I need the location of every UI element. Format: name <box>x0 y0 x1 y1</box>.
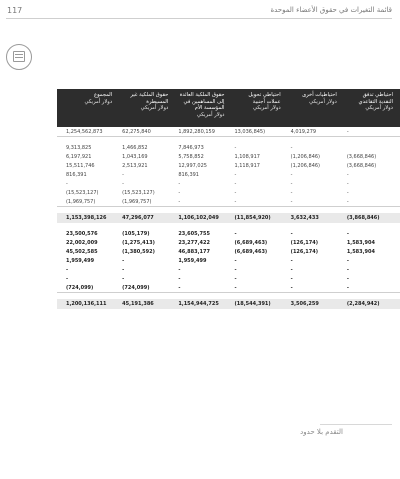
table-cell: 1,118,917 <box>234 162 260 169</box>
equity-table <box>57 89 400 309</box>
table-cell: (724,099) <box>65 284 94 291</box>
table-cell: 5,758,852 <box>178 153 204 160</box>
table-cell: (3,668,846) <box>346 162 377 169</box>
table-cell: 1,200,136,111 <box>65 301 107 307</box>
table-cell: - <box>65 275 69 282</box>
table-cell: (6,689,463) <box>234 248 268 255</box>
table-cell: 15,511,746 <box>65 162 95 169</box>
table-cell: - <box>346 171 349 178</box>
table-cell: 3,632,433 <box>290 215 319 221</box>
table-cell: (2,284,942) <box>346 301 380 307</box>
table-cell: - <box>234 230 237 237</box>
table-cell: - <box>290 230 293 237</box>
table-cell: - <box>65 180 68 187</box>
table-cell: 1,108,917 <box>234 153 260 160</box>
table-cell: 1,583,904 <box>346 248 375 255</box>
table-cell: - <box>290 284 293 291</box>
table-row <box>57 188 400 197</box>
table-cell: (1,206,846) <box>290 153 321 160</box>
table-row <box>57 238 400 247</box>
table-cell: - <box>178 180 181 187</box>
table-cell: - <box>122 275 125 282</box>
footer-divider <box>320 424 392 425</box>
table-cell: - <box>346 257 349 264</box>
table-cell: 23,500,576 <box>65 230 98 237</box>
table-cell: - <box>346 128 349 135</box>
table-cell: - <box>234 284 237 291</box>
table-cell: (15,523,127) <box>65 189 99 196</box>
table-cell: - <box>290 144 293 151</box>
table-cell: - <box>290 180 293 187</box>
table-cell: (1,206,846) <box>290 162 321 169</box>
table-cell: 7,846,973 <box>178 144 204 151</box>
table-cell: 62,275,840 <box>122 128 151 135</box>
column-header: احتياطي تدفق النقدية التقاعدي دولار أمريكي <box>358 92 393 112</box>
table-row <box>57 127 400 137</box>
table-cell: 816,391 <box>178 171 199 178</box>
table-cell: (1,275,413) <box>122 239 155 246</box>
table-cell: (126,174) <box>290 248 318 255</box>
table-cell: 1,154,944,725 <box>178 301 219 307</box>
table-cell: (3,868,846) <box>346 215 380 221</box>
table-cell: - <box>122 171 124 178</box>
table-header <box>57 89 400 127</box>
table-row <box>57 197 400 207</box>
table-cell: 1,153,398,126 <box>65 215 107 221</box>
table-cell: (1,969,757) <box>122 198 152 205</box>
table-row <box>57 247 400 256</box>
table-cell: - <box>346 180 349 187</box>
table-cell: - <box>234 144 237 151</box>
table-cell: - <box>290 171 293 178</box>
table-cell: 2,513,921 <box>122 162 148 169</box>
table-cell: - <box>290 266 293 273</box>
table-cell: - <box>178 266 181 273</box>
table-cell: - <box>234 266 237 273</box>
table-cell: - <box>234 257 237 264</box>
table-cell: 9,313,825 <box>65 144 92 151</box>
table-row <box>57 213 400 223</box>
table-cell: 22,002,009 <box>65 239 98 246</box>
table-cell: - <box>290 275 293 282</box>
table-cell: 6,197,921 <box>65 153 92 160</box>
column-header: احتياطيات أخرى دولار أمريكي <box>302 92 337 105</box>
table-cell: (11,854,920) <box>234 215 271 221</box>
document-icon <box>6 44 32 70</box>
table-row <box>57 299 400 309</box>
table-cell: - <box>290 198 293 205</box>
table-row <box>57 152 400 161</box>
table-cell: 45,502,585 <box>65 248 98 255</box>
page-number: 117 <box>7 6 23 15</box>
table-cell: (1,380,592) <box>122 248 155 255</box>
table-cell: 1,043,169 <box>122 153 148 160</box>
column-header: حقوق الملكية العائدة إلى المساهمين في المؤسسة الأم دولار أمريكي <box>179 92 225 118</box>
table-cell: - <box>346 189 349 196</box>
table-cell: - <box>346 284 349 291</box>
table-row <box>57 265 400 274</box>
table-cell: - <box>178 275 181 282</box>
table-cell: 4,019,279 <box>290 128 317 135</box>
table-cell: (724,099) <box>122 284 150 291</box>
table-cell: (18,544,391) <box>234 301 271 307</box>
footer-note: التقدم بلا حدود <box>300 428 343 436</box>
table-cell: - <box>346 198 349 205</box>
table-cell: - <box>234 198 237 205</box>
table-cell: (105,179) <box>122 230 150 237</box>
table-cell: - <box>65 266 69 273</box>
table-body <box>57 127 400 309</box>
table-cell: 1,466,852 <box>122 144 148 151</box>
table-cell: (126,174) <box>290 239 318 246</box>
table-cell: 1,106,102,049 <box>178 215 219 221</box>
table-cell: - <box>234 189 237 196</box>
table-cell: 3,506,259 <box>290 301 319 307</box>
page-title: قائمة التغيرات في حقوق الأعضاء الموحدة <box>270 6 392 14</box>
table-cell: - <box>178 189 181 196</box>
table-cell: 23,605,755 <box>178 230 210 237</box>
header-divider <box>6 18 392 19</box>
table-cell: 1,583,904 <box>346 239 375 246</box>
table-cell: - <box>346 266 349 273</box>
table-cell: - <box>178 198 181 205</box>
column-header: حقوق الملكية غير المسيطرة دولار أمريكي <box>130 92 169 112</box>
table-cell: - <box>234 180 237 187</box>
column-header: احتياطي تحويل عملات أجنبية دولار أمريكي <box>248 92 281 112</box>
table-cell: 1,892,280,159 <box>178 128 215 135</box>
table-cell: 1,959,499 <box>178 257 207 264</box>
table-cell: 1,959,499 <box>65 257 95 264</box>
table-cell: - <box>122 180 124 187</box>
table-row <box>57 256 400 265</box>
table-cell: 45,191,386 <box>122 301 154 307</box>
table-cell: (3,668,846) <box>346 153 377 160</box>
table-cell: - <box>178 284 181 291</box>
table-cell: (15,523,127) <box>122 189 155 196</box>
table-row <box>57 229 400 238</box>
table-row <box>57 170 400 179</box>
table-cell: - <box>234 171 237 178</box>
table-row <box>57 143 400 152</box>
table-cell: 23,277,422 <box>178 239 210 246</box>
table-cell: (6,689,463) <box>234 239 268 246</box>
table-cell: 13,036,845) <box>234 128 266 135</box>
table-cell: - <box>234 275 237 282</box>
table-cell: - <box>122 257 125 264</box>
table-row <box>57 179 400 188</box>
table-cell: 47,296,077 <box>122 215 154 221</box>
table-row <box>57 274 400 283</box>
table-cell: - <box>346 275 349 282</box>
table-cell: - <box>346 230 349 237</box>
table-cell: 12,997,025 <box>178 162 207 169</box>
table-cell: - <box>290 257 293 264</box>
table-cell: 46,883,177 <box>178 248 210 255</box>
column-header: المجموع دولار أمريكي <box>84 92 113 105</box>
table-cell: - <box>122 266 125 273</box>
table-cell: 816,391 <box>65 171 87 178</box>
table-cell: (1,969,757) <box>65 198 96 205</box>
table-row <box>57 161 400 170</box>
table-cell: - <box>290 189 293 196</box>
table-row <box>57 283 400 293</box>
table-cell: 1,254,562,873 <box>65 128 103 135</box>
